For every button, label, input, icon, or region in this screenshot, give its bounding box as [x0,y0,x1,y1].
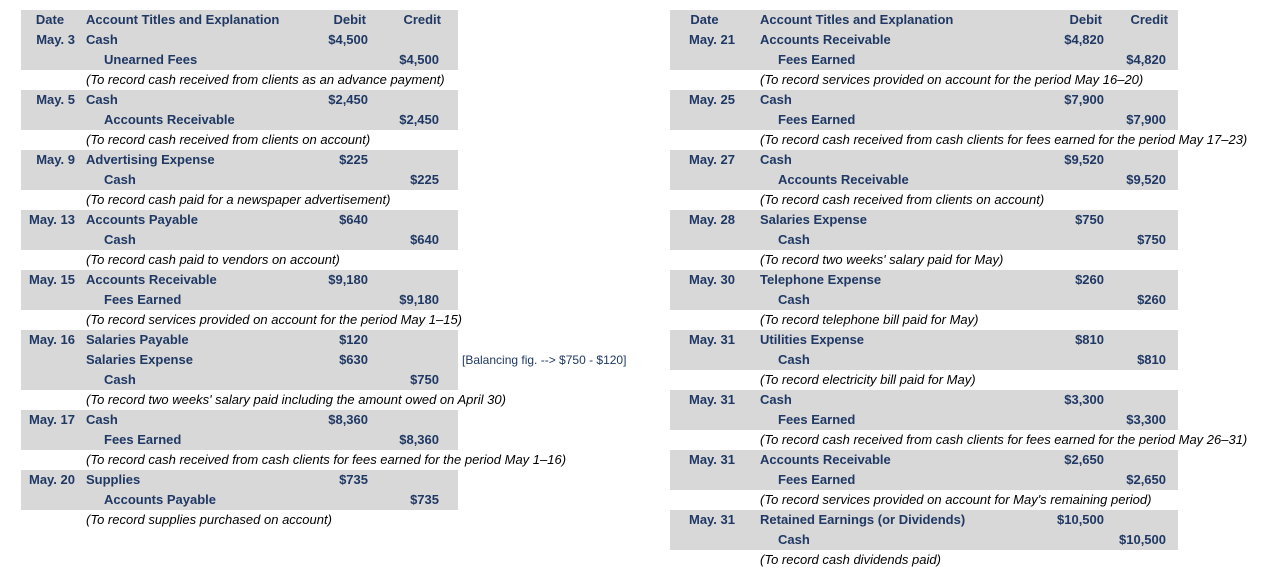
credit-amount: $9,520 [1126,172,1166,187]
entry-date: May. 5 [36,92,75,107]
header-date: Date [690,12,719,27]
account-title: Salaries Expense [86,352,193,367]
explanation-text: (To record cash received from clients on account) [760,192,1045,207]
debit-amount: $8,360 [328,412,368,427]
journal-line [670,530,1178,550]
credit-amount: $735 [410,492,439,507]
debit-amount: $810 [1075,332,1104,347]
debit-amount: $750 [1075,212,1104,227]
journal-line [21,170,458,190]
account-title: Fees Earned [778,412,856,427]
journal-line [670,170,1178,190]
journal-left [21,10,627,530]
journal-line [670,470,1178,490]
entry-date: May. 9 [36,152,75,167]
entry-date: May. 16 [28,332,75,347]
entry-explanation [21,130,458,150]
credit-amount: $4,820 [1126,52,1166,67]
explanation-text: (To record cash paid to vendors on account) [86,252,340,267]
journal-line [670,210,1178,230]
account-title: Cash [86,412,118,427]
journal-line [21,470,458,490]
credit-amount: $640 [410,232,439,247]
account-title: Accounts Payable [86,212,198,227]
header-account: Account Titles and Explanation [760,12,954,27]
entry-date: May. 31 [688,452,735,467]
header-account: Account Titles and Explanation [86,12,280,27]
credit-amount: $3,300 [1126,412,1166,427]
journal-line [670,270,1178,290]
journal-line [21,230,458,250]
entry-date: May. 13 [28,212,75,227]
credit-amount: $260 [1137,292,1166,307]
journal-line [21,370,458,390]
account-title: Cash [86,32,118,47]
account-title: Accounts Payable [104,492,216,507]
journal-line [670,450,1178,470]
journal-line [21,90,458,110]
credit-amount: $4,500 [399,52,439,67]
credit-amount: $7,900 [1126,112,1166,127]
credit-amount: $2,450 [399,112,439,127]
entry-explanation [21,390,506,410]
explanation-text: (To record cash received from clients as an advance payment) [86,72,445,87]
explanation-text: (To record cash received from cash clients for fees earned for the period May 1–16) [86,452,567,467]
entry-explanation [21,510,458,530]
entry-explanation [21,450,567,470]
explanation-text: (To record cash received from clients on account) [86,132,371,147]
debit-amount: $735 [339,472,368,487]
entry-explanation [670,490,1178,510]
account-title: Accounts Receivable [86,272,217,287]
journal-line [21,410,458,430]
explanation-text: (To record two weeks' salary paid for May) [760,252,1004,267]
journal-line [670,330,1178,350]
account-title: Accounts Receivable [778,172,909,187]
account-title: Cash [778,352,810,367]
account-title: Cash [778,232,810,247]
debit-amount: $120 [339,332,368,347]
account-title: Accounts Receivable [104,112,235,127]
debit-amount: $640 [339,212,368,227]
entry-explanation [21,70,458,90]
debit-amount: $10,500 [1057,512,1104,527]
header-row [670,10,1178,30]
journal-line [21,150,458,170]
debit-amount: $9,520 [1064,152,1104,167]
explanation-text: (To record cash dividends paid) [760,552,941,567]
account-title: Accounts Receivable [760,452,891,467]
explanation-text: (To record telephone bill paid for May) [760,312,979,327]
entry-date: May. 15 [28,272,75,287]
debit-amount: $225 [339,152,368,167]
journal-line [670,150,1178,170]
entry-date: May. 28 [688,212,735,227]
journal-line [670,30,1178,50]
explanation-text: (To record supplies purchased on account) [86,512,332,527]
journal-line [21,430,458,450]
explanation-text: (To record cash received from cash clients for fees earned for the period May 17–23) [760,132,1248,147]
journal-line [670,350,1178,370]
debit-amount: $260 [1075,272,1104,287]
entry-explanation [670,430,1248,450]
entry-explanation [670,130,1248,150]
credit-amount: $10,500 [1119,532,1166,547]
journal-line [21,270,458,290]
explanation-text: (To record cash received from cash clients for fees earned for the period May 26–31) [760,432,1248,447]
account-title: Cash [778,292,810,307]
entry-date: May. 30 [688,272,735,287]
entry-explanation [670,550,1178,570]
account-title: Salaries Payable [86,332,189,347]
account-title: Utilities Expense [760,332,865,347]
entry-date: May. 25 [688,92,735,107]
journal-line [21,30,458,50]
debit-amount: $7,900 [1064,92,1104,107]
account-title: Supplies [86,472,141,487]
header-debit: Debit [1069,12,1102,27]
journal-line [21,210,458,230]
account-title: Fees Earned [778,112,856,127]
entry-date: May. 31 [688,512,735,527]
journal-right [670,10,1248,570]
account-title: Fees Earned [104,432,182,447]
journal-line [21,350,627,370]
journal-line [670,410,1178,430]
account-title: Fees Earned [778,472,856,487]
debit-amount: $2,650 [1064,452,1104,467]
credit-amount: $225 [410,172,439,187]
journal-line [670,230,1178,250]
account-title: Cash [104,172,136,187]
account-title: Unearned Fees [104,52,198,67]
entry-explanation [670,70,1178,90]
entry-explanation [21,310,462,330]
entry-explanation [670,250,1178,270]
account-title: Cash [760,392,792,407]
journal-line [670,290,1178,310]
entry-explanation [21,190,458,210]
journal-line [21,290,458,310]
account-title: Advertising Expense [86,152,215,167]
entry-explanation [670,190,1178,210]
journal-line [21,490,458,510]
debit-amount: $4,500 [328,32,368,47]
entry-date: May. 31 [688,392,735,407]
debit-amount: $2,450 [328,92,368,107]
entry-date: May. 31 [688,332,735,347]
account-title: Cash [86,92,118,107]
credit-amount: $8,360 [399,432,439,447]
account-title: Cash [104,372,136,387]
balancing-note: [Balancing fig. --> $750 - $120] [462,353,627,367]
credit-amount: $9,180 [399,292,439,307]
header-debit: Debit [333,12,366,27]
debit-amount: $3,300 [1064,392,1104,407]
explanation-text: (To record cash paid for a newspaper advertisement) [86,192,391,207]
header-date: Date [35,12,65,27]
debit-amount: $9,180 [328,272,368,287]
account-title: Telephone Expense [760,272,882,287]
explanation-text: (To record two weeks' salary paid including the amount owed on April 30) [86,392,506,407]
account-title: Salaries Expense [760,212,867,227]
account-title: Cash [760,152,792,167]
entry-explanation [670,370,1178,390]
entry-date: May. 21 [688,32,735,47]
account-title: Cash [760,92,792,107]
credit-amount: $750 [410,372,439,387]
explanation-text: (To record services provided on account for May's remaining period) [760,492,1152,507]
entry-date: May. 3 [36,32,75,47]
account-title: Fees Earned [778,52,856,67]
credit-amount: $810 [1137,352,1166,367]
account-title: Retained Earnings (or Dividends) [760,512,966,527]
journal-line [21,50,458,70]
journal-line [670,90,1178,110]
explanation-text: (To record electricity bill paid for May) [760,372,976,387]
debit-amount: $630 [339,352,368,367]
account-title: Fees Earned [104,292,182,307]
journal-line [670,110,1178,130]
journal-line [670,50,1178,70]
header-credit: Credit [403,12,441,27]
entry-date: May. 27 [688,152,735,167]
account-title: Cash [778,532,810,547]
entry-date: May. 20 [28,472,75,487]
explanation-text: (To record services provided on account for the period May 1–15) [86,312,462,327]
journal-line [21,110,458,130]
journal-line [670,510,1178,530]
header-row [21,10,458,30]
credit-amount: $2,650 [1126,472,1166,487]
entry-date: May. 17 [28,412,75,427]
journal-line [21,330,458,350]
journal-line [670,390,1178,410]
credit-amount: $750 [1137,232,1166,247]
header-credit: Credit [1130,12,1168,27]
entry-explanation [21,250,458,270]
debit-amount: $4,820 [1064,32,1104,47]
account-title: Cash [104,232,136,247]
account-title: Accounts Receivable [760,32,891,47]
explanation-text: (To record services provided on account for the period May 16–20) [760,72,1144,87]
entry-explanation [670,310,1178,330]
